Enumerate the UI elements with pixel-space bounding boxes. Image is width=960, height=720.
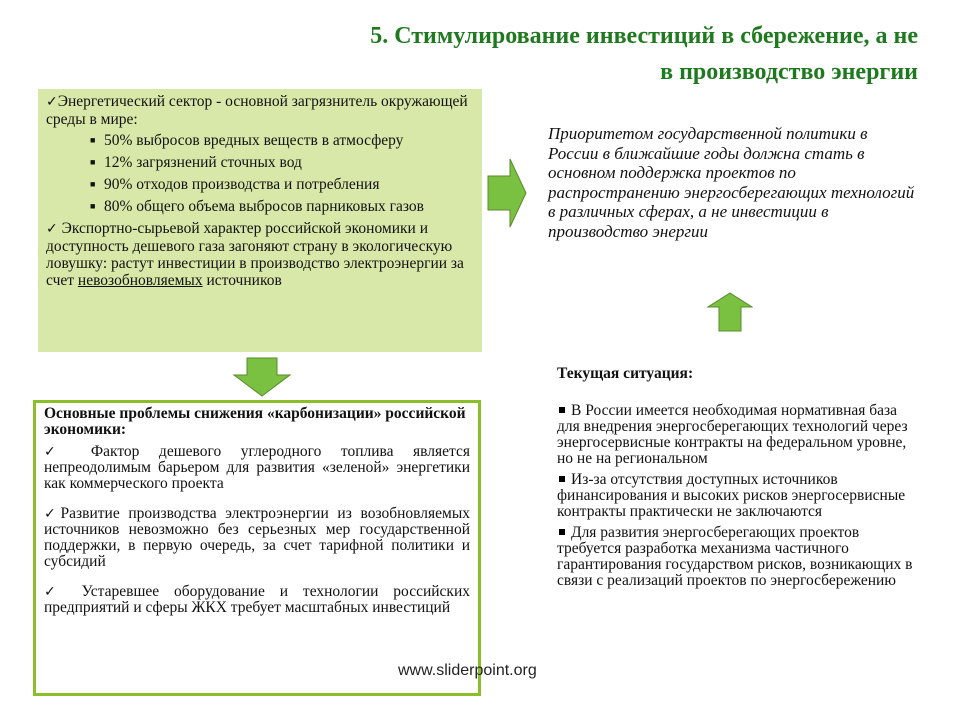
- slide-title: [218, 18, 918, 90]
- list-item: Из-за отсутствия доступных источников финансирования и высоких рисков энергосервисные контракты практически не заключаются: [557, 471, 906, 520]
- check-icon: ✓: [46, 221, 58, 237]
- problems-heading: Основные проблемы снижения «карбонизации» российской экономики:: [44, 405, 466, 438]
- check-icon: ✓: [44, 584, 67, 600]
- square-bullet-icon: ■: [90, 179, 96, 189]
- check-icon: ✓: [44, 444, 72, 460]
- square-bullet-icon: ■: [90, 135, 96, 145]
- list-item: ■ 50% выбросов вредных веществ в атмосферу: [90, 132, 404, 149]
- square-bullet-icon: [559, 476, 565, 482]
- sector-intro: ✓Энергетический сектор - основной загрязнитель окружающей среды в мире:: [46, 93, 468, 128]
- priority-text: Приоритетом государственной политики в России в ближайшие годы должна стать в основном поддержка проектов по распространению энергосберегающих технологий в различных сферах, а не инвестиции в производство энергии: [548, 124, 915, 241]
- problem-item: ✓ Фактор дешевого углеродного топлива является непреодолимым барьером для развития «зеленой» энергетики как коммерческого проекта: [44, 443, 470, 492]
- square-bullet-icon: ■: [90, 157, 96, 167]
- export-paragraph: ✓ Экспортно-сырьевой характер российской экономики и доступность дешевого газа загоняют страну в экологическую ловушку: растут инвестиции в производство электроэнергии за счет невозобновляемых источников: [46, 220, 464, 289]
- list-item: ■ 90% отходов производства и потребления: [90, 176, 380, 193]
- square-bullet-icon: [559, 529, 565, 535]
- problem-item: ✓Развитие производства электроэнергии из возобновляемых источников невозможно без серьезных мер государственной поддержки, в первую очередь, за счет тарифной политики и субсидий: [44, 505, 470, 570]
- current-heading: Текущая ситуация:: [557, 365, 694, 382]
- list-item: Для развития энергосберегающих проектов требуется разработка механизма частичного гарантирования государством рисков, возникающих в связи с реализаций проектов по энергосбережению: [557, 524, 913, 589]
- watermark: www.sliderpoint.org: [398, 662, 537, 679]
- title-line-1: 5. Стимулирование инвестиций в сбережение, а не: [370, 23, 918, 49]
- title-line-2: в производство энергии: [660, 59, 918, 85]
- arrow-up-icon: [707, 292, 753, 332]
- list-item: ■ 12% загрязнений сточных вод: [90, 154, 302, 171]
- list-item: В России имеется необходимая нормативная база для внедрения энергосберегающих технологий через энергосервисные контракты на федеральном уровне, но не на региональном: [557, 402, 908, 467]
- square-bullet-icon: [559, 407, 565, 413]
- problem-item: ✓ Устаревшее оборудование и технологии российских предприятий и сферы ЖКХ требует масштабных инвестиций: [44, 583, 470, 616]
- arrow-down-icon: [232, 357, 292, 397]
- check-icon: ✓: [46, 94, 58, 110]
- arrow-right-icon: [487, 158, 527, 228]
- problems-box: [33, 400, 481, 696]
- check-icon: ✓: [44, 506, 61, 522]
- square-bullet-icon: ■: [90, 201, 96, 211]
- sector-bullets: [46, 132, 474, 215]
- list-item: ■ 80% общего объема выбросов парниковых газов: [90, 198, 424, 215]
- energy-sector-box: [38, 89, 482, 352]
- current-situation: [557, 366, 917, 594]
